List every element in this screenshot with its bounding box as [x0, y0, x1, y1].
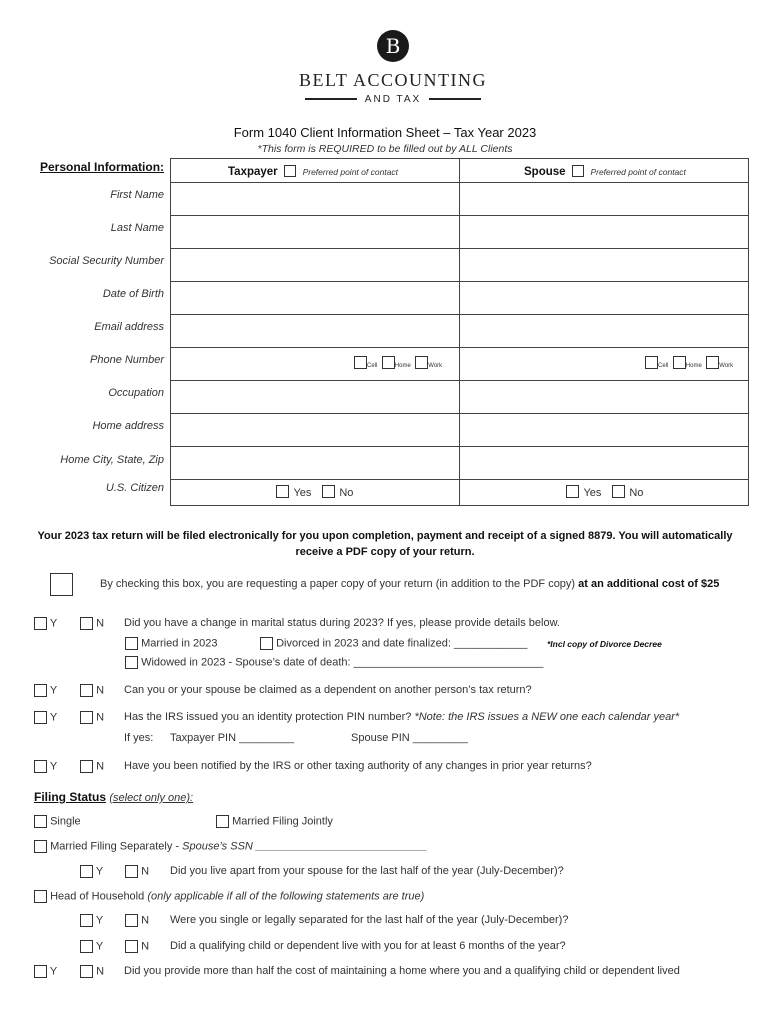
taxpayer-label: Taxpayer: [228, 166, 278, 178]
filing-status-title: Filing Status: [34, 790, 106, 804]
work-label: Work: [428, 363, 443, 369]
mfs-spouse-ssn-field[interactable]: Spouse’s SSN ____________________________: [182, 840, 428, 853]
hoh-q1-yes-checkbox[interactable]: [80, 914, 93, 927]
row-label-phone: Phone Number: [90, 354, 164, 366]
n-label: N: [96, 684, 105, 697]
table-line: [170, 479, 749, 480]
row-label-dob: Date of Birth: [102, 288, 164, 300]
q4-yes-checkbox[interactable]: [34, 760, 47, 773]
spouse-home-checkbox[interactable]: [673, 356, 686, 369]
filing-status-heading: [34, 790, 193, 804]
taxpayer-cell-checkbox[interactable]: [354, 356, 367, 369]
spouse-preferred-checkbox[interactable]: [572, 165, 584, 177]
single-option: [34, 815, 81, 828]
cell-label: Cell: [658, 363, 669, 369]
spouse-label: Spouse: [524, 166, 566, 178]
y-label: Y: [49, 711, 58, 724]
personal-info-heading: Personal Information:: [40, 160, 165, 174]
yes-label: Yes: [583, 487, 602, 499]
taxpayer-last-name-field[interactable]: [172, 217, 457, 247]
q3-if-yes: If yes:: [124, 732, 154, 744]
yes-label: Yes: [293, 487, 312, 499]
n-label: N: [96, 711, 105, 724]
table-line: [170, 314, 749, 315]
spouse-last-name-field[interactable]: [461, 217, 746, 247]
y-label: Y: [95, 865, 104, 878]
company-logo: B: [377, 30, 409, 62]
row-label-first-name: First Name: [110, 189, 164, 201]
taxpayer-dob-field[interactable]: [172, 283, 457, 313]
table-line: [170, 380, 749, 381]
mfs-checkbox[interactable]: [34, 840, 47, 853]
taxpayer-header: [228, 162, 398, 180]
y-label: Y: [49, 617, 58, 630]
personal-info-table: [170, 158, 749, 506]
mfj-checkbox[interactable]: [216, 815, 229, 828]
taxpayer-home-checkbox[interactable]: [382, 356, 395, 369]
table-line: [170, 281, 749, 282]
spouse-ssn-field[interactable]: [461, 250, 746, 280]
q3-no: [80, 711, 104, 724]
hoh-q2-no: [125, 940, 149, 953]
company-name: BELT ACCOUNTING: [298, 70, 487, 90]
n-label: N: [141, 865, 150, 878]
q2-yes-checkbox[interactable]: [34, 684, 47, 697]
y-label: Y: [95, 914, 104, 927]
q2-text: Can you or your spouse be claimed as a dependent on another person’s tax return?: [124, 684, 532, 696]
q1-yes: [34, 617, 57, 630]
paper-copy-cost: at an additional cost of $25: [578, 578, 720, 590]
hoh-question-2: Did a qualifying child or dependent live with you for at least 6 months of the year?: [170, 940, 566, 952]
taxpayer-email-field[interactable]: [172, 316, 457, 346]
mfj-option: [216, 815, 333, 828]
spouse-home-address-field[interactable]: [461, 415, 746, 445]
n-label: N: [96, 965, 105, 978]
taxpayer-first-name-field[interactable]: [172, 184, 457, 214]
divorced-2023-checkbox[interactable]: [260, 637, 273, 650]
hoh-option: [34, 890, 424, 903]
hoh-note: (only applicable if all of the following statements are true): [147, 890, 425, 903]
home-label: Home: [394, 363, 411, 369]
q3-note: *Note: the IRS issues a NEW one each calendar year*: [414, 711, 680, 723]
hoh-checkbox[interactable]: [34, 890, 47, 903]
spouse-city-state-zip-field[interactable]: [461, 448, 746, 478]
table-line: [170, 446, 749, 447]
spouse-work-checkbox[interactable]: [706, 356, 719, 369]
spouse-citizen-yes-checkbox[interactable]: [566, 485, 579, 498]
taxpayer-home-address-field[interactable]: [172, 415, 457, 445]
filing-status-note: (select only one):: [109, 792, 194, 804]
n-label: N: [96, 617, 105, 630]
company-subname: AND TAX: [364, 93, 422, 105]
spouse-cell-checkbox[interactable]: [645, 356, 658, 369]
form-subtitle: *This form is REQUIRED to be filled out by ALL Clients: [257, 143, 513, 155]
taxpayer-citizen-no-checkbox[interactable]: [322, 485, 335, 498]
table-border: [748, 158, 749, 506]
home-label: Home: [685, 363, 702, 369]
row-label-ssn: Social Security Number: [49, 255, 164, 267]
mfs-q-no-checkbox[interactable]: [125, 865, 138, 878]
y-label: Y: [49, 760, 58, 773]
spouse-header: [524, 162, 686, 180]
taxpayer-citizen: [276, 483, 353, 501]
hoh-q1-yes: [80, 914, 103, 927]
q3-text: [124, 711, 679, 723]
single-checkbox[interactable]: [34, 815, 47, 828]
taxpayer-occupation-field[interactable]: [172, 382, 457, 412]
efile-notice-line1: Your 2023 tax return will be filed electronically for you upon completion, payment and receipt of a signed 8879. You will automatically: [37, 530, 733, 542]
row-label-city-state-zip: Home City, State, Zip: [60, 454, 164, 466]
hoh-q2-yes-checkbox[interactable]: [80, 940, 93, 953]
hoh-q3-no-checkbox[interactable]: [80, 965, 93, 978]
taxpayer-phone-type: [354, 354, 442, 372]
hoh-q3-yes-checkbox[interactable]: [34, 965, 47, 978]
divorce-decree-note: *Incl copy of Divorce Decree: [547, 639, 662, 649]
spouse-pin-field[interactable]: Spouse PIN _________: [351, 732, 468, 744]
taxpayer-work-checkbox[interactable]: [415, 356, 428, 369]
mfs-q-no: [125, 865, 149, 878]
divider: [305, 98, 357, 100]
taxpayer-pin-field[interactable]: Taxpayer PIN _________: [170, 732, 295, 744]
paper-copy-label: By checking this box, you are requesting a paper copy of your return (in addition to the PDF copy): [100, 578, 576, 590]
paper-copy-text: [100, 578, 719, 590]
taxpayer-preferred-checkbox[interactable]: [284, 165, 296, 177]
preferred-contact-label: Preferred point of contact: [590, 167, 686, 177]
taxpayer-citizen-yes-checkbox[interactable]: [276, 485, 289, 498]
table-line: [170, 413, 749, 414]
table-line: [170, 182, 749, 183]
widowed-2023-label: Widowed in 2023 - Spouse’s date of death: _______________________________: [141, 656, 544, 669]
married-2023-checkbox[interactable]: [125, 637, 138, 650]
no-label: No: [629, 487, 644, 499]
mfs-option: [34, 840, 427, 853]
spouse-email-field[interactable]: [461, 316, 746, 346]
q4-text: Have you been notified by the IRS or other taxing authority of any changes in prior year returns?: [124, 760, 592, 772]
q4-no: [80, 760, 104, 773]
q1-text: Did you have a change in marital status during 2023? If yes, please provide details below.: [124, 617, 560, 629]
q2-no: [80, 684, 104, 697]
q4-no-checkbox[interactable]: [80, 760, 93, 773]
preferred-contact-label: Preferred point of contact: [302, 167, 399, 177]
y-label: Y: [49, 965, 58, 978]
work-label: Work: [719, 363, 734, 369]
spouse-phone-type: [645, 354, 733, 372]
mfs-label: Married Filing Separately -: [50, 840, 180, 853]
table-line: [170, 347, 749, 348]
hoh-q1-no-checkbox[interactable]: [125, 914, 138, 927]
mfs-q-yes-checkbox[interactable]: [80, 865, 93, 878]
mfs-question: Did you live apart from your spouse for the last half of the year (July-December)?: [170, 865, 564, 877]
no-label: No: [339, 487, 354, 499]
divorced-2023-label: Divorced in 2023 and date finalized: ____________: [276, 637, 528, 650]
hoh-q1-no: [125, 914, 149, 927]
q1-divorced-option: [260, 637, 527, 650]
q2-no-checkbox[interactable]: [80, 684, 93, 697]
table-line: [170, 505, 749, 506]
table-border: [170, 158, 171, 506]
row-label-us-citizen: U.S. Citizen: [105, 482, 164, 494]
form-title: Form 1040 Client Information Sheet – Tax Year 2023: [233, 125, 537, 140]
efile-notice-line2: receive a PDF copy of your return.: [295, 546, 475, 558]
n-label: N: [141, 940, 150, 953]
married-2023-label: Married in 2023: [141, 637, 218, 650]
mfj-label: Married Filing Jointly: [232, 815, 333, 828]
q1-widowed-option: [125, 656, 543, 669]
widowed-2023-checkbox[interactable]: [125, 656, 138, 669]
q3-no-checkbox[interactable]: [80, 711, 93, 724]
q3-question: Has the IRS issued you an identity protection PIN number?: [124, 711, 412, 723]
q4-yes: [34, 760, 57, 773]
hoh-q3-no: [80, 965, 104, 978]
company-tagline: [305, 92, 481, 106]
spouse-citizen: [566, 483, 643, 501]
spouse-first-name-field[interactable]: [461, 184, 746, 214]
spouse-dob-field[interactable]: [461, 283, 746, 313]
spouse-occupation-field[interactable]: [461, 382, 746, 412]
cell-label: Cell: [367, 363, 378, 369]
mfs-q-yes: [80, 865, 103, 878]
y-label: Y: [95, 940, 104, 953]
hoh-label: Head of Household: [50, 890, 145, 903]
row-label-last-name: Last Name: [110, 222, 164, 234]
q1-yes-checkbox[interactable]: [34, 617, 47, 630]
taxpayer-ssn-field[interactable]: [172, 250, 457, 280]
hoh-question-1: Were you single or legally separated for the last half of the year (July-December)?: [170, 914, 569, 926]
hoh-question-3: Did you provide more than half the cost of maintaining a home where you and a qualifying child or dependent lived: [124, 965, 680, 977]
divider: [429, 98, 481, 100]
q3-yes-checkbox[interactable]: [34, 711, 47, 724]
q2-yes: [34, 684, 57, 697]
row-label-email: Email address: [94, 321, 164, 333]
row-label-home-address: Home address: [92, 420, 164, 432]
single-label: Single: [50, 815, 81, 828]
q1-no-checkbox[interactable]: [80, 617, 93, 630]
q3-yes: [34, 711, 57, 724]
spouse-citizen-no-checkbox[interactable]: [612, 485, 625, 498]
table-column-divider: [459, 158, 460, 506]
hoh-q3-yes: [34, 965, 57, 978]
hoh-q2-yes: [80, 940, 103, 953]
table-line: [170, 248, 749, 249]
y-label: Y: [49, 684, 58, 697]
q1-married-option: [125, 637, 218, 650]
table-line: [170, 215, 749, 216]
q1-no: [80, 617, 104, 630]
taxpayer-city-state-zip-field[interactable]: [172, 448, 457, 478]
n-label: N: [96, 760, 105, 773]
paper-copy-checkbox[interactable]: [50, 573, 73, 596]
row-label-occupation: Occupation: [108, 387, 164, 399]
table-line: [170, 158, 749, 159]
hoh-q2-no-checkbox[interactable]: [125, 940, 138, 953]
n-label: N: [141, 914, 150, 927]
